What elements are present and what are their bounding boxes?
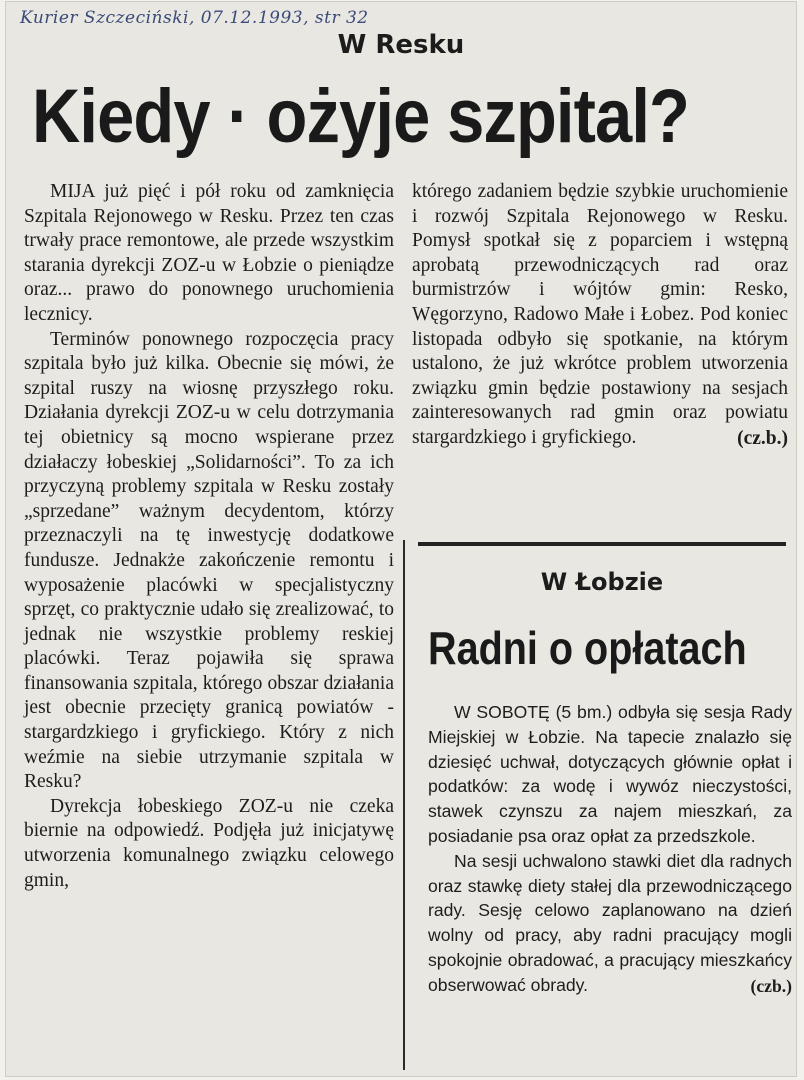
article2-body bbox=[428, 700, 792, 998]
article1-paragraph: Terminów ponownego rozpoczęcia pracy szpitala było już kilka. Obecnie się mówi, że szpital ruszy na wiosnę przyszłego roku. Działania dyrekcji ZOZ-u w celu dotrzymania tej obietnicy są mocno wspierane przez działaczy łobeskiej „Solidarności”. To za ich przyczyną problemy szpitala w Resku zostały „sprzedane” ważnym decydentom, którzy przeznaczyli na tę inwestycję dodatkowe fundusze. Jednakże zakończenie remontu i wyposażenie placówki w specjalistyczny sprzęt, co praktycznie udało się zrealizować, to jednak nie wszystkie problemy reskiej placówki. Teraz pojawiła się sprawa finansowania szpitala, którego obszar działania jest obecnie przecięty granicą powiatów - stargardzkiego i gryfickiego. Który z nich weźmie na siebie utrzymanie szpitala w Resku? bbox=[24, 328, 394, 793]
article1-signature: (cz.b.) bbox=[737, 427, 788, 449]
article1-column-2 bbox=[412, 180, 788, 451]
article2-kicker: W Łobzie bbox=[540, 568, 664, 596]
article2-headline: Radni o opłatach bbox=[428, 622, 747, 674]
article2-signature: (czb.) bbox=[750, 975, 792, 996]
handwritten-source-note: Kurier Szczeciński, 07.12.1993, str 32 bbox=[20, 8, 369, 28]
article1-paragraph: MIJA już pięć i pół roku od zamknięcia Szpitala Rejonowego w Resku. Przez ten czas trwały prace remontowe, ale przede wszystkim starania dyrekcji ZOZ-u w Łobzie o pieniądze oraz... prawo do ponownego uruchomienia lecznicy. bbox=[24, 181, 394, 325]
article1-kicker: W Resku bbox=[337, 30, 465, 60]
article-separator-rule bbox=[418, 542, 786, 546]
article1-headline: Kiedy · ożyje szpital? bbox=[32, 74, 690, 159]
column-divider bbox=[403, 540, 405, 1070]
newspaper-clipping bbox=[6, 2, 796, 1076]
article1-paragraph: Dyrekcja łobeskiego ZOZ-u nie czeka biernie na odpowiedź. Podjęła już inicjatywę utworzenia komunalnego związku celowego gmin, bbox=[24, 795, 394, 891]
article2-paragraph: W SOBOTĘ (5 bm.) odbyła się sesja Rady Miejskiej w Łobzie. Na tapecie znalazło się dziesięć uchwał, dotyczących głównie opłat i podatków: za wodę i wywóz nieczystości, stawek czynszu za najem mieszkań, za posiadanie psa oraz opłat za przedszkole. bbox=[428, 702, 792, 846]
article1-column-1 bbox=[24, 180, 394, 893]
article1-paragraph: którego zadaniem będzie szybkie uruchomienie i rozwój Szpitala Rejonowego w Resku. Pomysł spotkał się z poparciem i wstępną aprobatą przewodniczących rad oraz burmistrzów i wójtów gmin: Resko, Węgorzyno, Radowo Małe i Łobez. Pod koniec listopada odbyło się spotkanie, na którym ustalono, że już wkrótce problem utworzenia związku gmin będzie postawiony na sesjach zainteresowanych rad gmin oraz powiatu stargardzkiego i gryfickiego. bbox=[412, 181, 788, 448]
article2-paragraph: Na sesji uchwalono stawki diet dla radnych oraz stawkę diety stałej dla przewodniczącego rady. Sesję celowo zaplanowano na dzień wolny od pracy, aby radni pracujący mogli spokojnie obradować, a pracujący mieszkańcy obserwować obrady. bbox=[428, 850, 792, 995]
